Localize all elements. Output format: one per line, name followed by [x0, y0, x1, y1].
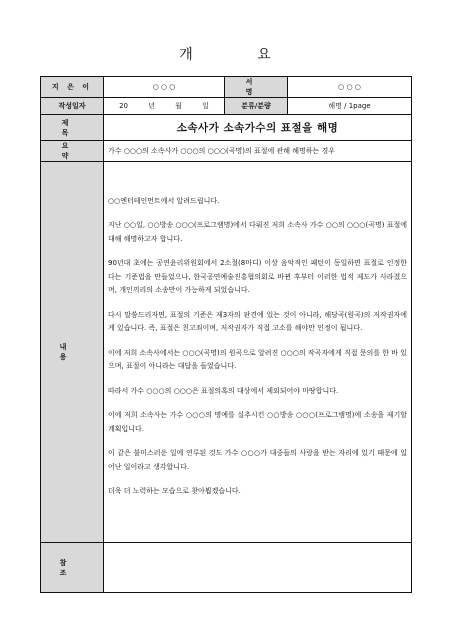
category-value: 해명 / 1page	[288, 98, 412, 115]
reference-label: 참 조	[41, 543, 104, 593]
signature-label: 서 명	[225, 77, 288, 98]
content-paragraph: 지난 ○○일, ○○방송 ○○○(프로그램명)에서 다뤄진 저희 소속사 가수 ○○의 ○○○(곡명) 표절에 대해 해명하고자 합니다.	[108, 221, 407, 243]
signature-value: ○ ○ ○	[288, 77, 412, 98]
content-paragraph: 이에 저희 소속사에서는 ○○○(곡명)의 원곡으로 알려진 ○○○의 작곡자에게 직접 문의를 한 바 있으며, 표절이 아니라는 대답을 들었습니다.	[108, 348, 407, 370]
content-paragraph: 90년대 초에는 공연윤리위원회에서 2소절(8마디) 이상 음악적인 패턴이 동일하면 표절로 인정한다는 기준법을 만들었으나, 한국공연예술진흥협의회로 바뀐 후부터 이러한 법적 제도가 사라졌으며, 개인끼리의 소송만이 가능하게 되었습니다.	[108, 259, 407, 294]
content-paragraph: 더욱 더 노력하는 모습으로 찾아뵙겠습니다.	[108, 487, 241, 495]
content-body	[104, 162, 412, 543]
date-value: 20 년 월 일	[104, 98, 225, 115]
content-paragraph: 따라서 가수 ○○○의 ○○○은 표절의혹의 대상에서 제외되어야 마땅합니다.	[108, 386, 339, 395]
summary-label: 요 약	[41, 141, 104, 162]
author-value: ○ ○ ○	[104, 77, 225, 98]
page-title: 개 요	[179, 47, 301, 63]
date-label: 작성일자	[41, 98, 104, 115]
category-label: 분류/분량	[225, 98, 288, 115]
author-label: 지 은 이	[41, 77, 104, 98]
content-paragraph: 다시 말씀드리자면, 표절의 기준은 제3자의 판견에 있는 것이 아니라, 해당곡(원곡)의 저작권자에게 있습니다. 즉, 표절은 친고죄이며, 저작권자가 직접 고소를 해야만 인정이 됩니다.	[108, 310, 407, 332]
content-paragraph: 이에 저희 소속사는 가수 ○○○의 명예를 실추시킨 ○○방송 ○○○(프로그램명)에 소송을 제기할 계획입니다.	[108, 411, 407, 433]
content-paragraphs	[108, 195, 407, 499]
content-paragraph: 이 같은 불미스러운 일에 연루된 것도 가수 ○○○가 대중들의 사랑을 받는 자리에 있기 때문에 일어난 일이라고 생각합니다.	[108, 449, 407, 471]
content-paragraph: ○○엔터테인먼트에서 알려드립니다.	[108, 196, 220, 205]
document-form-table	[40, 76, 412, 593]
subject-value: 소속사가 소속가수의 표절을 해명	[104, 115, 412, 141]
summary-value: 가수 ○○○의 소속사가 ○○○의 ○○○(곡명)의 표절에 관해 해명하는 경우	[104, 141, 412, 162]
content-label: 내 용	[41, 162, 104, 543]
reference-value	[104, 543, 412, 593]
subject-label: 제 목	[41, 115, 104, 141]
